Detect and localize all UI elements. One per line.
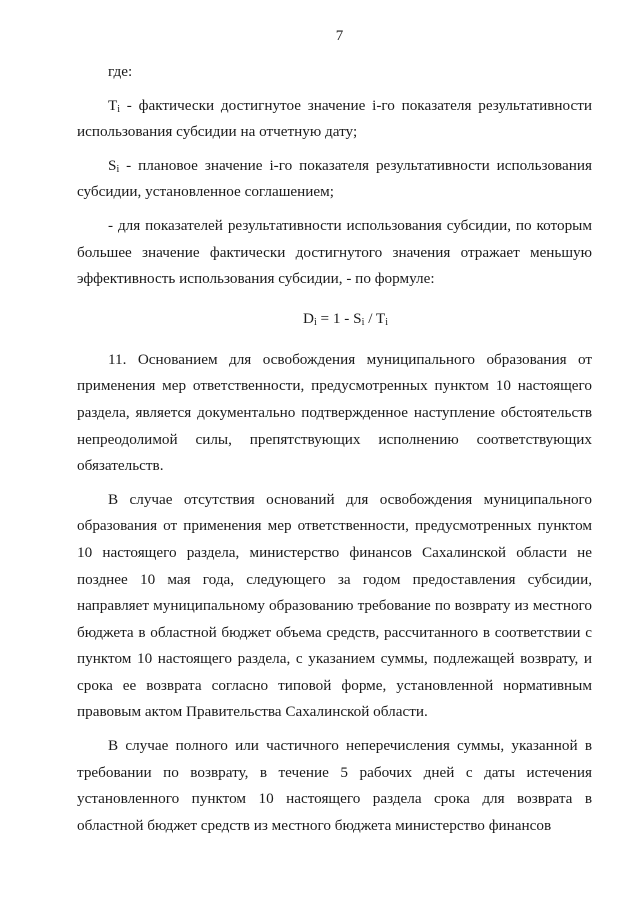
nonpayment-paragraph: В случае полного или частичного неперечисления суммы, указанной в требовании по возврату, в течение 5 рабочих дней с даты истечения установленного пунктом 10 настоящего раздела срока для возврата в областной бюджет средств из местного бюджета министерство финансов <box>77 737 592 834</box>
symbol-s: S <box>108 156 117 174</box>
formula-d-sub: i <box>313 316 317 328</box>
absence-of-grounds-paragraph: В случае отсутствия оснований для освобождения муниципального образования от применения мер ответственности, предусмотренных пунктом 10 настоящего раздела, министерство финансов Сахалинской области не позднее 10 мая года, следующего за годом предоставления субсидии, направляет муниципальному образованию требование по возврату из местного бюджета в областной бюджет объема средств, рассчитанного в соответствии с пунктом 10 настоящего раздела, с указанием суммы, подлежащей возврату, и срока ее возврата согласно типовой форме, установленной нормативным правовым актом Правительства Сахалинской области. <box>77 490 592 721</box>
formula-s-sub: i <box>361 316 365 328</box>
formula <box>77 310 592 328</box>
paragraph-11: 11. Основанием для освобождения муниципального образования от применения мер ответственности, предусмотренных пунктом 10 настоящего раздела, является документально подтвержденное наступление обстоятельств непреодолимой силы, препятствующих исполнению соответствующих обязательств. <box>77 350 592 475</box>
definition-t-text: - фактически достигнутое значение i-го показателя результативности использования субсидии на отчетную дату; <box>77 96 592 141</box>
subscript-i: i <box>117 103 121 115</box>
symbol-t: T <box>108 96 118 114</box>
formula-t-sub: i <box>385 316 388 328</box>
where-label: где: <box>108 63 133 80</box>
formula-mid: = 1 - S <box>316 309 362 327</box>
definition-t <box>77 93 592 146</box>
definition-s <box>77 153 592 206</box>
formula-d: D <box>303 309 314 327</box>
reverse-indicator-paragraph: - для показателей результативности использования субсидии, по которым большее значение фактически достигнутого значения отражает меньшую эффективность использования субсидии, - по формуле: <box>77 216 592 288</box>
page-number: 7 <box>335 28 344 44</box>
formula-slash: / T <box>364 309 386 327</box>
definition-s-text: - плановое значение i-го показателя результативности использования субсидии, установленное соглашением; <box>77 156 592 201</box>
subscript-i: i <box>116 163 120 175</box>
